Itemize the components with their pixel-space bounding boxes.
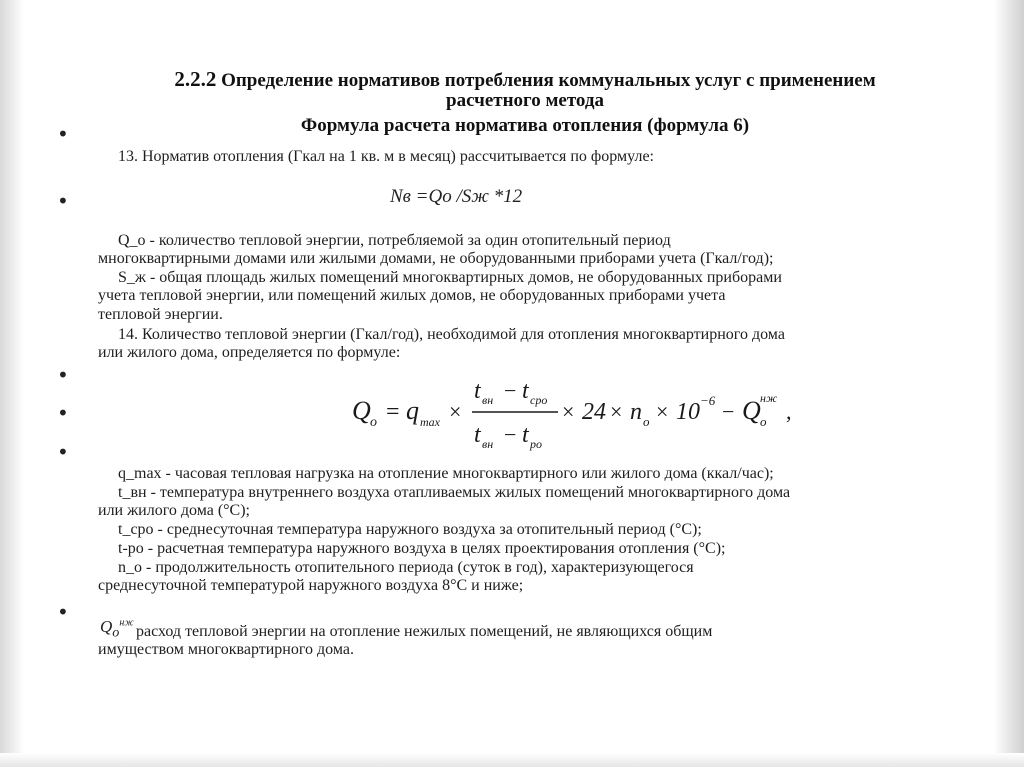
bullet-3: • xyxy=(57,363,69,387)
bullet-6: • xyxy=(57,600,69,624)
heading-number: 2.2.2 xyxy=(174,67,217,91)
f2-n-sub: o xyxy=(643,414,650,429)
paragraph-14-line-2: или жилого дома, определяется по формуле: xyxy=(98,344,401,361)
f2-num-t1: t xyxy=(474,378,481,404)
f2-Q: Q xyxy=(352,396,371,425)
f2-times-1: × xyxy=(449,399,462,424)
f2-Q2-sub: o xyxy=(760,414,767,429)
f2-Q2: Q xyxy=(742,396,761,425)
qnzh-symbol xyxy=(100,617,134,641)
def-tvn-line-2: или жилого дома (°С); xyxy=(98,502,250,519)
f2-den-t2-sub: ро xyxy=(530,437,542,451)
f2-den-minus: − xyxy=(504,422,517,447)
f2-Q-sub: o xyxy=(370,415,377,430)
f2-minus-final: − xyxy=(722,399,735,424)
heading-line-1-text: Определение нормативов потребления коммунальных услуг с применением xyxy=(221,70,876,91)
f2-den-t1-sub: вн xyxy=(482,437,494,451)
f2-times-3: × xyxy=(610,399,623,424)
f2-comma: , xyxy=(786,399,792,424)
f2-q: q xyxy=(406,396,419,425)
frame-shadow-left xyxy=(0,0,24,767)
def-szh-line-3: тепловой энергии. xyxy=(98,306,223,323)
def-szh-line-1: S_ж - общая площадь жилых помещений многоквартирных домов, не оборудованных приборами xyxy=(118,269,782,286)
f2-n: n xyxy=(630,399,642,425)
qnzh-symbol-sub: o xyxy=(112,624,120,641)
f2-Q2-sup: нж xyxy=(760,391,778,405)
def-szh-line-2: учета тепловой энергии, или помещений жилых домов, не оборудованных приборами учета xyxy=(98,287,726,304)
f2-24: 24 xyxy=(582,399,606,425)
f2-q-sub: max xyxy=(420,415,440,429)
qnzh-symbol-base: Q xyxy=(100,617,113,636)
formula-heat-quantity xyxy=(350,372,810,458)
formula-norm-heating: Nв =Qо /Sж *12 xyxy=(390,186,523,207)
bullet-1: • xyxy=(57,122,69,146)
f2-times-2: × xyxy=(562,399,575,424)
bullet-5: • xyxy=(57,440,69,464)
f2-num-t2: t xyxy=(522,378,529,404)
f2-num-t2-sub: сро xyxy=(530,393,548,407)
f2-ten-exp: −6 xyxy=(700,393,716,408)
def-no-line-1: n_о - продолжительность отопительного периода (суток в год), характеризующегося xyxy=(118,559,694,576)
f2-times-4: × xyxy=(656,399,669,424)
f2-eq: = xyxy=(386,399,400,425)
def-qnzh-line-2: имуществом многоквартирного дома. xyxy=(98,641,354,658)
bullet-2: • xyxy=(57,189,69,213)
heading-line-1 xyxy=(95,68,955,92)
f2-den-t2: t xyxy=(522,422,529,448)
def-tsro: t_сро - среднесуточная температура наружного воздуха за отопительный период (°С); xyxy=(118,521,702,538)
f2-num-minus: − xyxy=(504,378,517,403)
f2-den-t1: t xyxy=(474,422,481,448)
def-no-line-2: среднесуточной температурой наружного воздуха 8°С и ниже; xyxy=(98,577,524,594)
def-qnzh-line-1: расход тепловой энергии на отопление нежилых помещений, не являющихся общим xyxy=(136,623,713,640)
paragraph-14-line-1: 14. Количество тепловой энергии (Гкал/год), необходимой для отопления многоквартирного дома xyxy=(118,326,785,343)
def-qmax: q_max - часовая тепловая нагрузка на отопление многоквартирного или жилого дома (ккал/час); xyxy=(118,465,774,482)
qnzh-symbol-sup: нж xyxy=(119,617,134,629)
frame-shadow-right xyxy=(994,0,1024,767)
frame-shadow-bottom xyxy=(0,753,1024,767)
def-qo-line-1: Q_о - количество тепловой энергии, потребляемой за один отопительный период xyxy=(118,232,671,249)
def-qo-line-2: многоквартирными домами или жилыми домами, не оборудованными приборами учета (Гкал/год); xyxy=(98,250,774,267)
def-tvn-line-1: t_вн - температура внутреннего воздуха отапливаемых жилых помещений многоквартирного дома xyxy=(118,484,791,501)
f2-ten: 10 xyxy=(676,399,700,425)
bullet-4: • xyxy=(57,401,69,425)
def-tro: t-ро - расчетная температура наружного воздуха в целях проектирования отопления (°С); xyxy=(118,540,726,557)
heading-line-2: расчетного метода xyxy=(446,90,604,111)
paragraph-13: 13. Норматив отопления (Гкал на 1 кв. м в месяц) рассчитывается по формуле: xyxy=(118,148,654,165)
f2-num-t1-sub: вн xyxy=(482,393,494,407)
heading-line-3: Формула расчета норматива отопления (формула 6) xyxy=(300,115,750,136)
